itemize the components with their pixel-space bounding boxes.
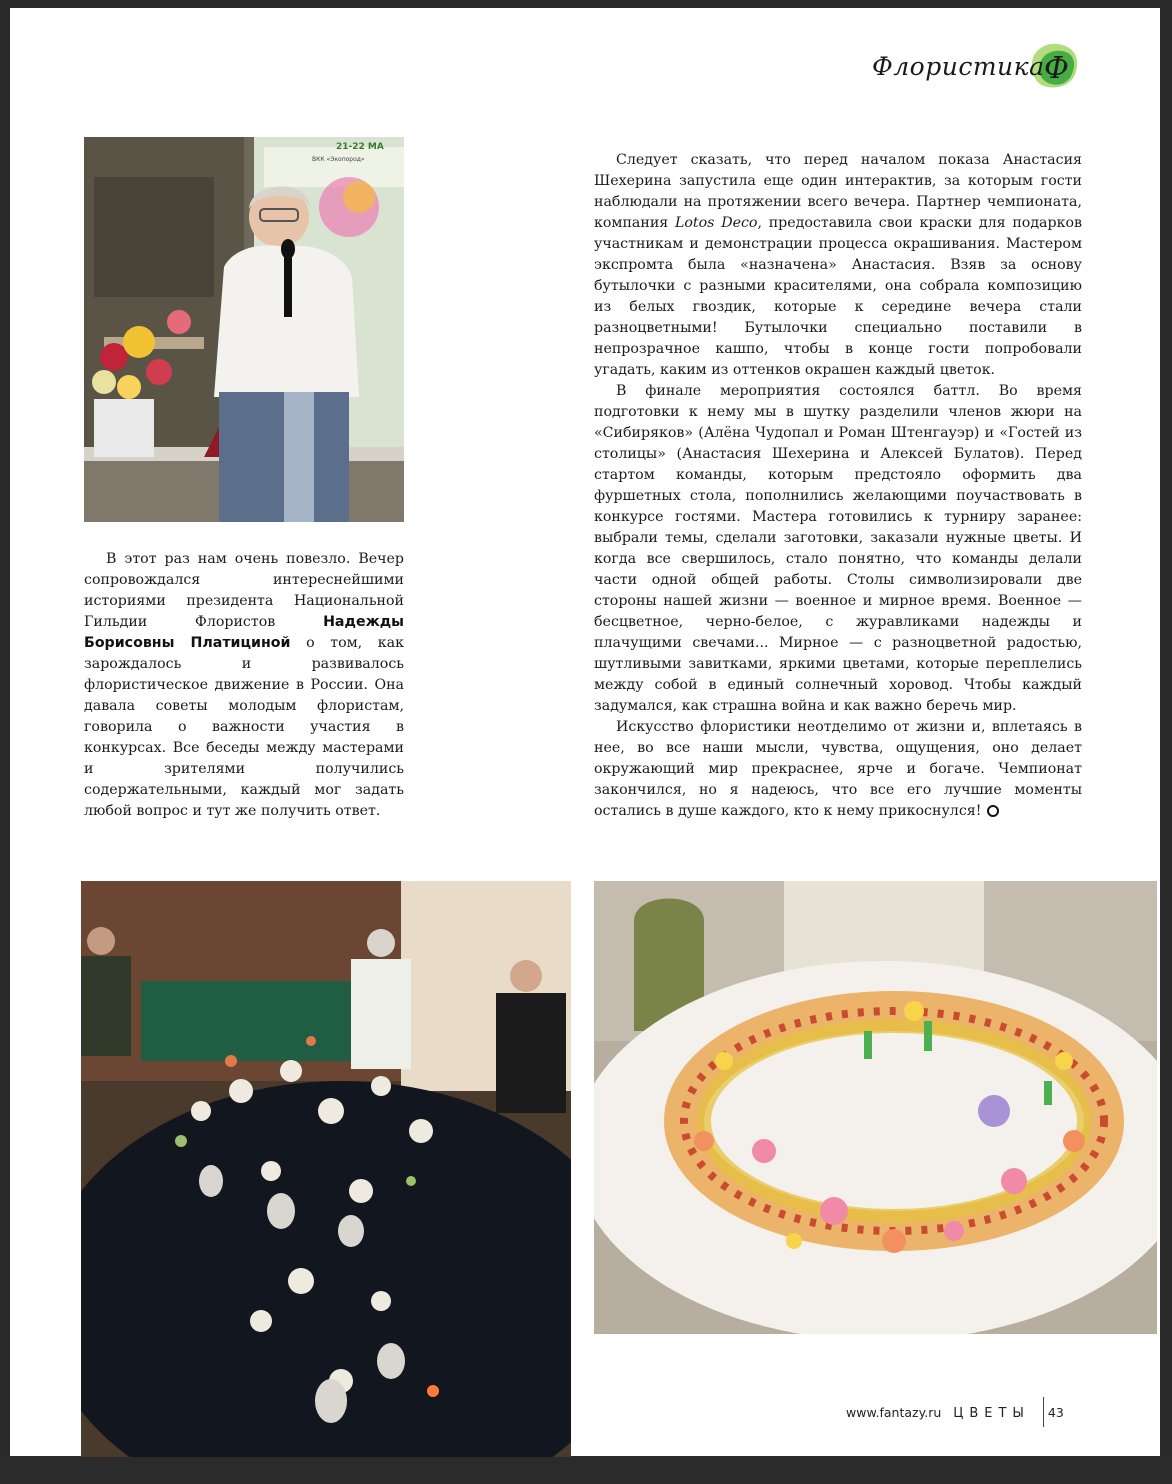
section-logo — [858, 34, 1088, 98]
page-number: 43 — [1047, 1405, 1064, 1420]
right-column-text — [594, 150, 1082, 822]
speaker-photo — [84, 137, 404, 522]
light-table-photo — [594, 881, 1157, 1334]
footer-divider — [1043, 1397, 1044, 1427]
text-span: Искусство флористики неотделимо от жизни и, вплетаясь в нее, во все наши мысли, чувства, ощущения, оно делает окружающий мир прекраснее, ярче и богаче. Чемпионат закончился, но я надеюсь, что все его лучшие моменты остались в душе каждого, кто к нему прикоснулся! — [594, 719, 1082, 819]
text-span: о том, как зарождалось и развивалось флористическое движение в России. Она давала советы молодым флористам, говорила о важности участия в конкурсах. Все беседы между мастерами и зрителями получились содержательными, каждый мог задать любой вопрос и тут же получить ответ. — [84, 635, 404, 819]
dark-table-photo — [81, 881, 571, 1457]
right-paragraph-1 — [594, 150, 1082, 381]
company-name: Lotos Deco — [674, 215, 758, 231]
svg-text:Ф: Ф — [1044, 51, 1069, 86]
right-paragraph-3 — [594, 717, 1082, 822]
end-of-article-icon — [987, 805, 999, 817]
left-column-text — [84, 549, 404, 822]
bottom-strip — [0, 1456, 1172, 1484]
page-footer — [846, 1405, 1064, 1421]
highlighted-name: Надежды Борисовны Платициной — [84, 614, 404, 651]
website-link[interactable]: www.fantazy.ru — [846, 1405, 942, 1420]
text-span: В этот раз нам очень повезло. Вечер сопровождался интереснейшими историями президента Национальной Гильдии Флористов — [84, 551, 404, 630]
left-paragraph-1 — [84, 549, 404, 822]
section-title: Флористика — [872, 52, 1045, 81]
banner-title: 21-22 МА — [336, 142, 384, 152]
banner-subtitle: ВКК «Экопород» — [312, 156, 365, 163]
text-span: Следует сказать, что перед началом показа Анастасия Шехерина запустила еще один интерактив, за которым гости наблюдали на протяжении всего вечера. Партнер чемпионата, компания — [594, 152, 1082, 231]
right-paragraph-2: В финале мероприятия состоялся баттл. Во время подготовки к нему мы в шутку разделили членов жюри на «Сибиряков» (Алёна Чудопал и Роман Штенгауэр) и «Гостей из столицы» (Анастасия Шехерина и Алексей Булатов). Перед стартом команды, которым предстояло оформить два фуршетных стола, пополнились желающими поучаствовать в конкурсе гостями. Мастера готовились к турниру заранее: выбрали темы, сделали заготовки, заказали нужные цветы. И когда все свершилось, стало понятно, что команды делали части одной общей работы. Столы символизировали две стороны нашей жизни — военное и мирное время. Военное — бесцветное, черно-белое, с журавликами надежды и плачущими свечами... Мирное — с разноцветной радостью, шутливыми завитками, яркими цветами, которые переплелись между собой в единый солнечный хоровод. Чтобы каждый задумался, как страшна война и как важно беречь мир. — [594, 383, 1082, 714]
text-span: , предоставила свои краски для подарков участникам и демонстрации процесса окрашивания. Мастером экспромта была «назначена» Анастасия. Взяв за основу бутылочки с разными красителями, она собрала композицию из белых гвоздик, которые к середине вечера стали разноцветными! Бутылочки специально поставили в непрозрачное кашпо, чтобы в конце гости попробовали угадать, каким из оттенков окрашен каждый цветок. — [594, 215, 1082, 378]
magazine-name: ЦВЕТЫ — [953, 1406, 1030, 1421]
